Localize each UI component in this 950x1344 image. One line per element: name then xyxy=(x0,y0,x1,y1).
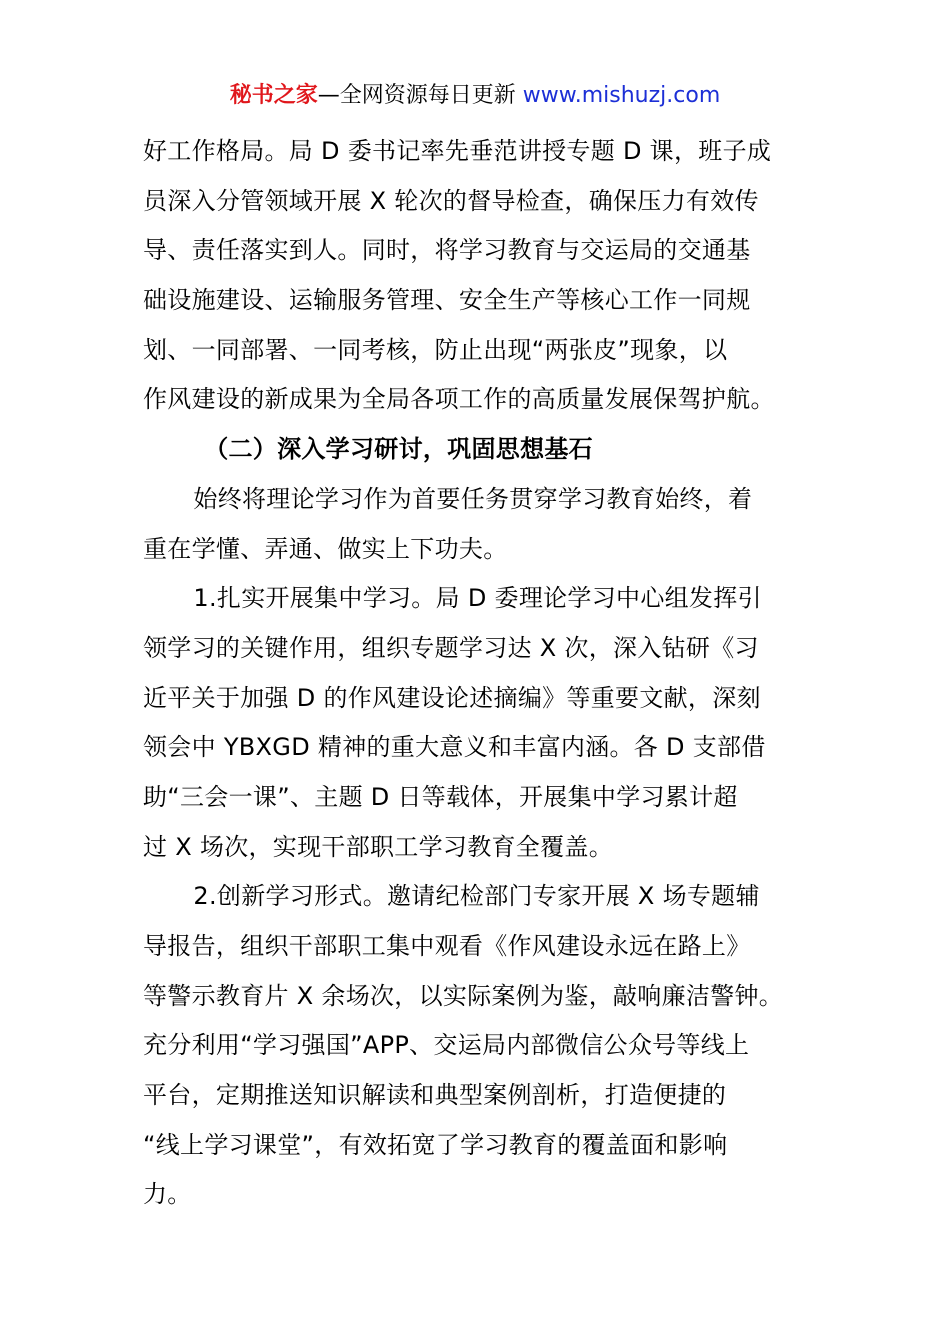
paragraph-line: 导、责任落实到人。同时，将学习教育与交运局的交通基 xyxy=(143,236,751,265)
paragraph-line: 平台，定期推送知识解读和典型案例剖析，打造便捷的 xyxy=(143,1081,727,1110)
header-brand: 秘书之家 xyxy=(229,83,318,108)
paragraph-line: 始终将理论学习作为首要任务贯穿学习教育始终，着 xyxy=(193,484,753,513)
paragraph-line: 1.扎实开展集中学习。局 D 委理论学习中心组发挥引 xyxy=(193,584,762,613)
paragraph-line: 领学习的关键作用，组织专题学习达 X 次，深入钻研《习 xyxy=(143,633,759,662)
header-site-url: www.mishuzj.com xyxy=(522,83,721,108)
paragraph-line: 力。 xyxy=(143,1180,192,1209)
document-body xyxy=(143,127,823,1220)
paragraph-line: “线上学习课堂”，有效拓宽了学习教育的覆盖面和影响 xyxy=(143,1130,728,1159)
paragraph-line: 助“三会一课”、主题 D 日等载体，开展集中学习累计超 xyxy=(143,782,738,811)
paragraph-line: 近平关于加强 D 的作风建设论述摘编》等重要文献，深刻 xyxy=(143,683,761,712)
section-heading: （二）深入学习研讨，巩固思想基石 xyxy=(204,435,593,464)
paragraph-line: 员深入分管领域开展 X 轮次的督导检查，确保压力有效传 xyxy=(143,186,759,215)
paragraph-line: 划、一同部署、一同考核，防止出现“两张皮”现象，以 xyxy=(143,335,728,364)
paragraph-line: 2.创新学习形式。邀请纪检部门专家开展 X 场专题辅 xyxy=(193,882,760,911)
paragraph-line: 领会中 YBXGD 精神的重大意义和丰富内涵。各 D 支部借 xyxy=(143,733,766,762)
paragraph-line: 础设施建设、运输服务管理、安全生产等核心工作一同规 xyxy=(143,286,751,315)
paragraph-line: 作风建设的新成果为全局各项工作的高质量发展保驾护航。 xyxy=(143,385,775,414)
paragraph-line: 重在学懂、弄通、做实上下功夫。 xyxy=(143,534,508,563)
paragraph-line: 好工作格局。局 D 委书记率先垂范讲授专题 D 课，班子成 xyxy=(143,137,772,165)
paragraph-line: 等警示教育片 X 余场次，以实际案例为鉴，敲响廉洁警钟。 xyxy=(143,981,784,1010)
paragraph-line: 导报告，组织干部职工集中观看《作风建设永远在路上》 xyxy=(143,932,751,960)
paragraph-line: 充分利用“学习强国”APP、交运局内部微信公众号等线上 xyxy=(143,1031,750,1060)
page-header xyxy=(0,80,950,112)
paragraph-line: 过 X 场次，实现干部职工学习教育全覆盖。 xyxy=(143,832,613,861)
header-tagline: —全网资源每日更新 xyxy=(317,83,523,108)
